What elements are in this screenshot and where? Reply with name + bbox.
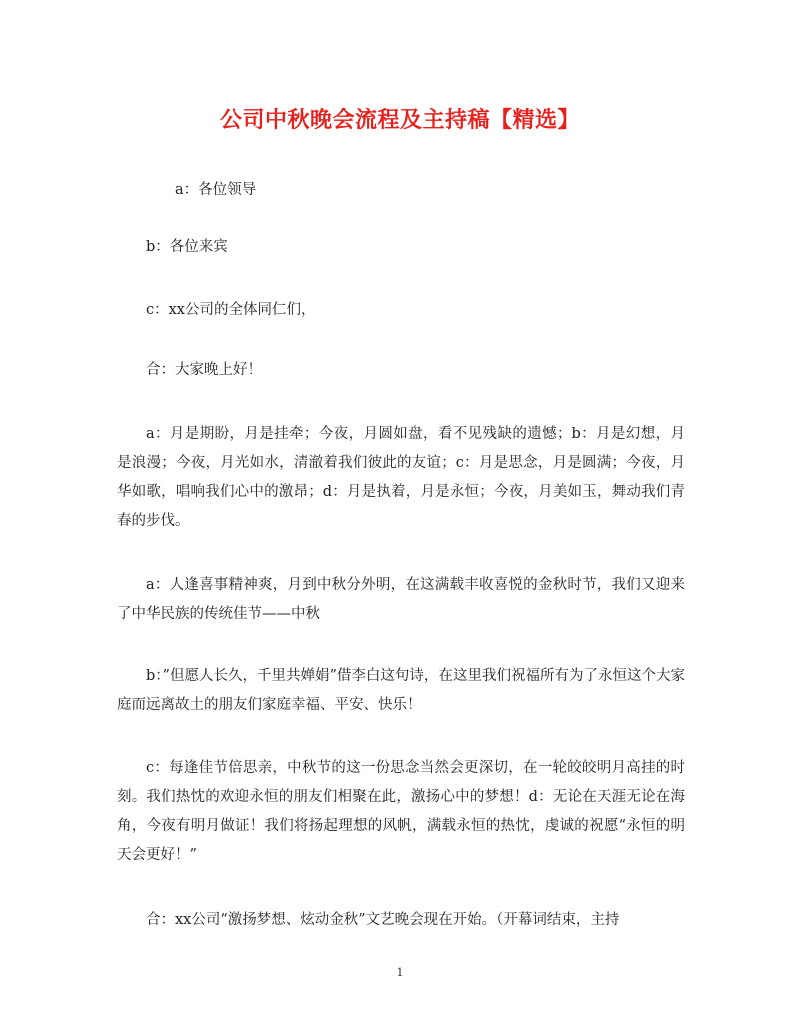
page-number: 1: [396, 966, 404, 979]
paragraph-moon-verses: a：月是期盼，月是挂牵；今夜，月圆如盘，看不见残缺的遗憾；b：月是幻想，月是浪漫；今夜，月光如水，清澈着我们彼此的友谊；c：月是思念，月是圆满；今夜，月华如歌，唱响我们心中的激昂；d：月是执着，月是永恒；今夜，月美如玉，舞动我们青春的步伐。: [117, 426, 685, 529]
paragraph-greeting-colleagues: c：xx公司的全体同仁们，: [146, 302, 316, 318]
paragraph-li-bai-poem: b：”但愿人长久，千里共婵娟”借李白这句诗，在这里我们祝福所有为了永恒这个大家庭而远离故土的朋友们家庭幸福、平安、快乐！: [117, 668, 685, 713]
paragraph-greeting-all: 合：大家晚上好！: [146, 362, 262, 378]
paragraph-greeting-leaders: a：各位领导: [175, 182, 257, 198]
paragraph-mid-autumn-intro: a：人逢喜事精神爽，月到中秋分外明，在这满载丰收喜悦的金秋时节，我们又迎来了中华民族的传统佳节——中秋: [117, 577, 685, 622]
paragraph-gala-opening: 合：xx公司“激扬梦想、炫动金秋”文艺晚会现在开始。（开幕词结束，主持: [146, 912, 620, 928]
paragraph-greeting-guests: b：各位来宾: [146, 239, 228, 255]
document-title: 公司中秋晚会流程及主持稿【精选】: [219, 107, 580, 133]
paragraph-welcome-friends: c：每逢佳节倍思亲，中秋节的这一份思念当然会更深切，在一轮皎皎明月高挂的时刻。我们热忱的欢迎永恒的朋友们相聚在此，激扬心中的梦想！d：无论在天涯无论在海角，今夜有明月做证！我们将扬起理想的风帆，满载永恒的热忱，虔诚的祝愿“永恒的明天会更好！”: [117, 760, 685, 863]
